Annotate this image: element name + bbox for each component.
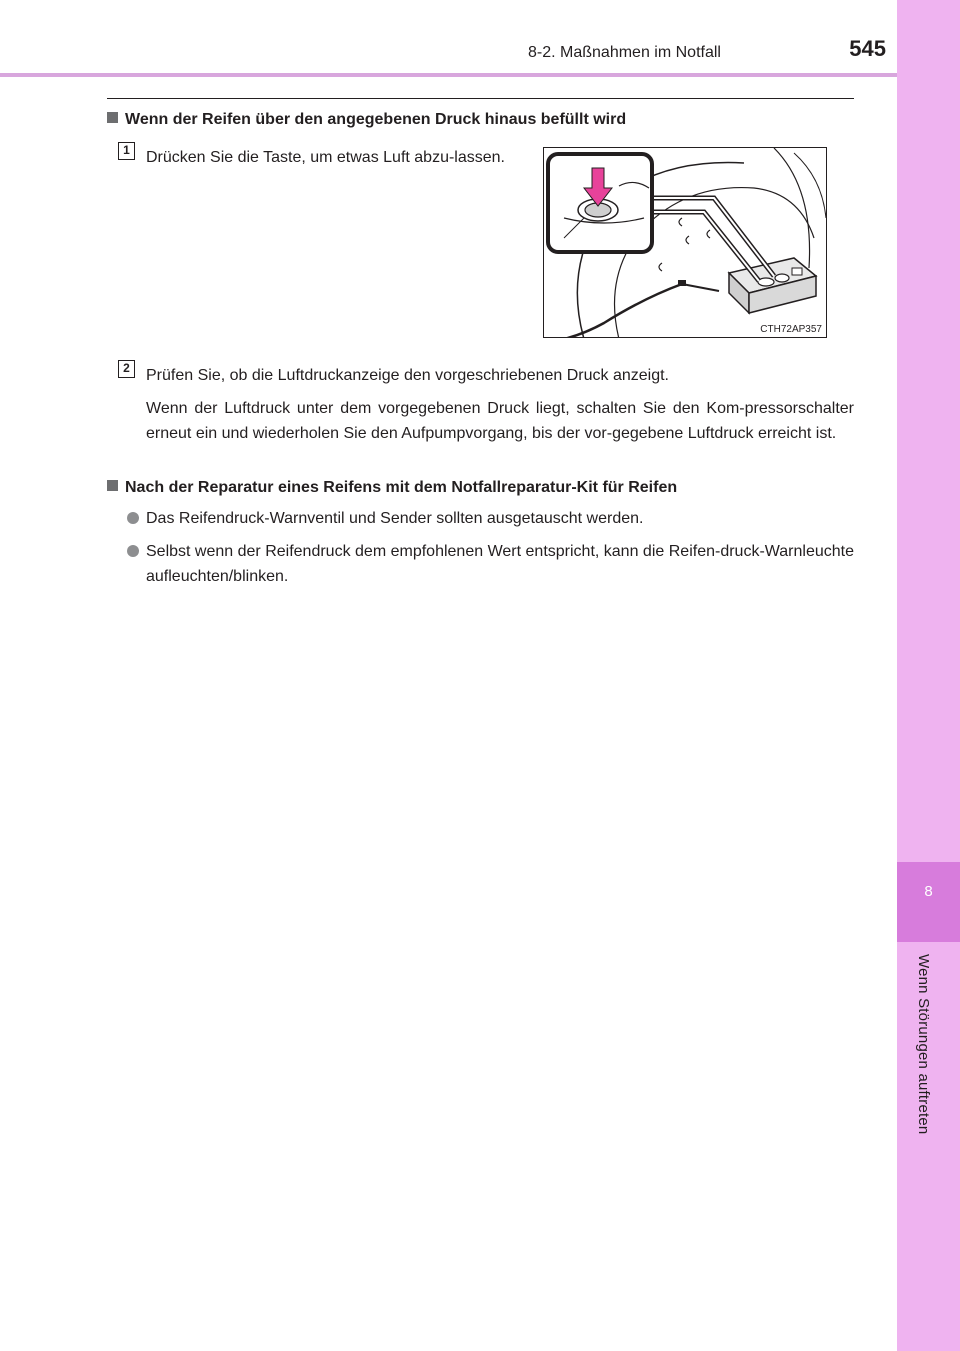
section2-heading-text: Nach der Reparatur eines Reifens mit dem Notfallreparatur-Kit für Reifen [125,479,678,496]
compressor-drawing [544,148,827,338]
bullet-icon [127,545,139,557]
bullet-item-2: Selbst wenn der Reifendruck dem empfohlenen Wert entspricht, kann die Reifen-druck-Warnleuchte aufleuchten/blinken. [146,543,854,585]
bullet-item-1: Das Reifendruck-Warnventil und Sender sollten ausgetauscht werden. [146,510,644,527]
page-number: 545 [849,36,886,61]
section2-heading [107,479,677,497]
compressor-illustration [543,147,827,338]
step-1-badge: 1 [118,142,135,160]
step-2-text: Prüfen Sie, ob die Luftdruckanzeige den vorgeschriebenen Druck anzeigt. [146,367,669,384]
figure-code: CTH72AP357 [760,324,822,335]
chapter-side-tab [897,0,960,1351]
chapter-number: 8 [924,883,933,900]
header-rule [0,73,897,77]
step-2-detail: Wenn der Luftdruck unter dem vorgegebenen Druck liegt, schalten Sie den Kom-pressorschalter erneut ein und wiederholen Sie den Aufpumpvorgang, bis der vor-gegebene Luftdruck erreicht ist. [146,400,854,442]
header-section-title: 8-2. Maßnahmen im Notfall [528,44,721,61]
square-bullet-icon [107,480,118,491]
section-rule [107,98,854,99]
chapter-title: Wenn Störungen auftreten [915,954,932,1135]
section1-heading-text: Wenn der Reifen über den angegebenen Druck hinaus befüllt wird [125,111,627,128]
step-2-badge: 2 [118,360,135,378]
bullet-icon [127,512,139,524]
chapter-number-box [897,862,960,942]
step-1-text: Drücken Sie die Taste, um etwas Luft abzu-lassen. [146,149,505,166]
section1-heading [107,111,626,129]
square-bullet-icon [107,112,118,123]
